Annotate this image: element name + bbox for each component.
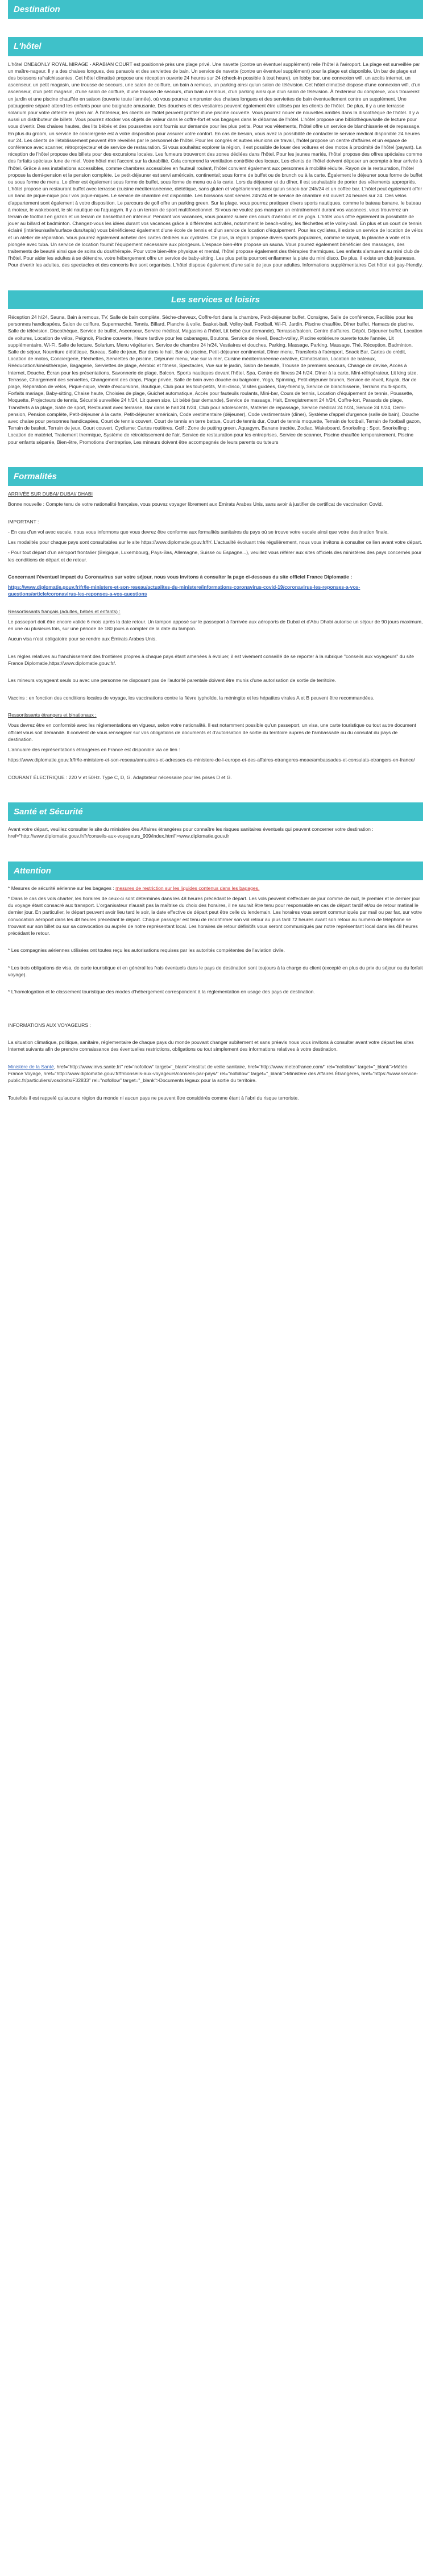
residents-heading: Ressortissants français (adultes, bébés et enfants) : bbox=[8, 608, 121, 614]
hotel-section bbox=[8, 37, 423, 268]
visa-text: Aucun visa n'est obligatoire pour se rendre aux Émirats Arabes Unis. bbox=[8, 636, 157, 642]
charter-flights-notice: * Dans le cas des vols charter, les horaires de ceux-ci sont déterminés dans les 48 heures précédant le départ. Les vols peuvent s'effectuer de jour comme de nuit, le premier et le dernier jour du voyage étant consacré aux transport. L'organisateur n'aurait pas la maîtrise du choix des horaires, il ne saurait être tenu pour responsable en cas de départ tardif et/ou de retour matinal le dernier jour. En particulier, le départ peuvent avoir lieu tard le soir, la date effective de départ peut être celle du lendemain. Les horaires vous seront communiqués par mail ou par fax, sur votre convocation aéroport dans les 48 heures précédant le départ. Chaque passager est tenu de reconfirmer son vol retour au plus tard 72 heures avant son retour au numéro de téléphone se trouvant sur son billet ou sur sa convocation ou auprès de notre représentant local. Les horaires de retour définitifs vous seront communiqués par notre représentant local dans les 48 heures précédant le retour. bbox=[8, 896, 422, 937]
baggage-security-label: * Mesures de sécurité aérienne sur les bagages : bbox=[8, 885, 114, 891]
vaccines-text: Vaccins : en fonction des conditions locales de voyage, les vaccinations contre la fièvre typhoïde, la méningite et les hépatites virales A et B peuvent être recommandées. bbox=[8, 694, 375, 701]
homologation-notice: * L'homologation et le classement touristique des modes d'hébergement correspondent à la réglementation en usage des pays de destination. bbox=[8, 989, 315, 995]
services-list: Réception 24 h/24, Sauna, Bain à remous, TV, Salle de bain complète, Sèche-cheveux, Coffre-fort dans la chambre, Petit-déjeuner buffet, Consigne, Salle de conférence, Facilités pour les personnes handicapées, Salon de coiffure, Supermarché, Tennis, Billard, Planche à voile, Basket-ball, Volley-ball, Football, Wi-Fi, Jardin, Piscine chauffée, Dîner buffet, Hamacs de piscine, Salle de télévision, Discothèque, Service de buffet, Ascenseur, Service médical, Magasins à l'hôtel, Lit bébé (sur demande), Terrasse/balcon, Centre d'affaires, Dépôt, Déjeuner buffet, Location de voitures, Location de vélos, Peignoir, Piscine couverte, Heure tardive pour les cabanages, Boutons, Service de réveil, Beach-volley, Piscine extérieure ouverte toute l'année, Lit supplémentaire, Wi-Fi, Salle de lecture, Solarium, Menu végétarien, Service de chambre 24 h/24, Vestiaires et douches, Parking, Massage, Parking, Massage, Thé, Réception, Badminton, Salle de séjour, Nourriture diététique, Bureau, Salle de jeux, Bar dans le hall, Bar de piscine, Petit-déjeuner continental, Dîner menu, Transferts à l'aéroport, Snack Bar, Cartes de crédit, Location de motos, Conciergerie, Fléchettes, Serviettes de piscine, Déjeuner menu, Vue sur la mer, Cuisine méditerranéenne créative, Climatisation, Location de bateaux, Rééducation/kinésithérapie, Bagagerie, Serviettes de plage, Aérobic et fitness, Spectacles, Vue sur le jardin, Salon de beauté, Trousse de premiers secours, Change de devise, Accès à Internet, Douche, Écran pour les présentations, Savonnerie de plage, Balcon, Sports nautiques devant l'hôtel, Spa, Centre de fitness 24 h/24, Dîner à la carte, Mini-réfrigérateur, Lit king size, Terrasse, Chargement des serviettes, Changement des draps, Plage privée, Salle de bain avec douche ou baignoire, Yoga, Spinning, Petit-déjeuner brunch, Service de réveil, Kayak, Bar de plage, Réparation de vélos, Piqué-nique, Vente d'excursions, Boutique, Club pour les tout-petits, Mini-disco, Visites guidées, Gay-friendly, Service de blanchisserie, Terrains multi-sports, Forfaits mariage, Baby-sitting, Chaise haute, Choisies de plage, Guichet automatique, Accès pour fauteuils roulants, Mini-bar, Cours de tennis, Location d'équipement de tennis, Poussette, Moquette, Projecteurs de tennis, Sécurité surveillée 24 h/24, Lit queen size, Lit bébé (sur demande), Service de massage, Halt, Enregistrement 24 h/24, Coffre-fort, Parasols de plage, Transferts à la plage, Salle de sport, Restaurant avec terrasse, Bar dans le hall 24 h/24, Club pour adolescents, Matériel de repassage, Service médical 24 h/24, Service 24 h/24, Demi-pension, Pension complète, Petit-déjeuner à la carte, Petit-déjeuner américain, Code vestimentaire (déjeuner), Code vestimentaire (dîner), Système d'appel d'urgence (salle de bain), Douche avec chaise pour personnes handicapées, Court de tennis couvert, Court de tennis en terre battue, Court de tennis dur, Court de tennis moquette, Terrain de football, Terrain de football gazon, Terrain de basket, Terrain de jeux, Court couvert, Cyclisme: Cartes routières, Golf : Zone de putting green, Aquagym, Banane tractée, Zodiac, Wakeboard, Snorkeling : Spot, Snorkelling : Location de matériel, Traitement thermique, Système de rétroidissement de l'air, Service de restauration pour les entreprises, Service de scanner, Piscine chauffée temporairement, Piscine pour enfants séparée, Bien-être, Promotions d'entreprise, Les mineurs doivent être accompagnés de leurs parents ou tuteurs bbox=[8, 314, 422, 445]
residents-text: Le passeport doit être encore valide 6 mois après la date retour. Un tampon apposé sur le passeport à l'arrivée aux aéroports de Dubaï et d'Abu Dhabi autorise un séjour de 90 jours maximum, en une ou plusieurs fois, sur une période de 180 jours à compter de la date du tampon. bbox=[8, 618, 423, 632]
terrorism-notice: Toutefois il est rappelé qu'aucune région du monde ni aucun pays ne peuvent être considérés comme étant à l'abri du risque terroriste. bbox=[8, 1095, 299, 1101]
baggage-security-notice bbox=[8, 885, 423, 892]
section-banner-attention: Attention bbox=[8, 862, 423, 880]
section-banner-hotel: L'hôtel bbox=[8, 37, 423, 56]
foreign-heading: Ressortissants étrangers et binationaux : bbox=[8, 712, 97, 718]
foreign-text: Vous devrez être en conformité avec les réglementations en vigueur, selon votre nationalité. Il est notamment possible qu'un passeport, un visa, une carte touristique ou tout autre document officiel vous soit demandé. Il convient de vous renseigner sur vos obligations de documents et d'autorisation de sortie du territoire auprès de l'ambassade ou du consulat du pays de destination. bbox=[8, 722, 416, 742]
rules-text: Les règles relatives au franchissement des frontières propres à chaque pays étant amenées à évoluer, il est vivement conseillé de se reporter à la rubrique "conseils aux voyageurs" du site France Diplomatie,https://www.diplomatie.gouv.fr/. bbox=[8, 653, 415, 666]
ministry-health-link[interactable]: Ministère de la Santé bbox=[8, 1063, 54, 1069]
frontier-airport-text: - Pour tout départ d'un aéroport frontalier (Belgique, Luxembourg, Pays-Bas, Allemagne, Suisse ou Espagne...), veuillez vous référer aux sites officiels des ministères des pays concernés pour les conditions de départ et de retour. bbox=[8, 550, 422, 563]
arrival-text: Bonne nouvelle : Compte tenu de votre nationalité française, vous pouvez voyager librement aux Emirats Arabes Unis, sans avoir à justifier de certificat de vaccination Covid. bbox=[8, 501, 383, 507]
travelers-info-heading: INFORMATIONS AUX VOYAGEURS : bbox=[8, 1022, 91, 1028]
section-banner-services: Les services et loisirs bbox=[8, 290, 423, 309]
minors-text: Les mineurs voyageant seuls ou avec une personne ne disposant pas de l'autorité parentale doivent être munis d'une autorisation de sortie de territoire. bbox=[8, 677, 337, 684]
electric-current-text: COURANT ÉLECTRIQUE : 220 V et 50Hz. Type C, D, G. Adaptateur nécessaire pour les prises D et G. bbox=[8, 774, 232, 780]
modalities-text: Les modalités pour chaque pays sont consultables sur le site https://www.diplomatie.gouv.fr/fr/. L'actualité évoluant très régulièrement, nous vous invitons à consulter ce lien avant votre départ. bbox=[8, 539, 422, 546]
coronavirus-link[interactable]: https://www.diplomatie.gouv.fr/fr/le-ministere-et-son-reseau/actualites-du-ministere/informations-coronavirus-covid-19/coronavirus-les-reponses-a-vos-questions/article/coronavirus-les-reponses-a-vos-questions bbox=[8, 584, 360, 597]
services-section bbox=[8, 290, 423, 446]
embassy-text: L'annuaire des représentations étrangères en France est disponible via ce lien : bbox=[8, 747, 180, 753]
section-banner-formalites: Formalités bbox=[8, 467, 423, 486]
ministry-links bbox=[8, 1063, 423, 1084]
sante-section bbox=[8, 802, 423, 840]
airlines-notice: * Les compagnies aériennes utilisées ont toutes reçu les autorisations requises par les autorités compétentes de l'aviation civile. bbox=[8, 947, 285, 954]
liquids-restriction-link[interactable]: mesures de restriction sur les liquides contenus dans les bagages. bbox=[115, 885, 260, 891]
formalites-section bbox=[8, 467, 423, 781]
page bbox=[0, 0, 431, 1122]
ministry-links-text: , href="http://www.invs.sante.fr/" rel="nofollow" target="_blank">Institut de veille sanitaire, href="http://www.meteofrance.com/" rel="nofollow" target="_blank">Météo France Voyage, href="http://www.diplomatie.gouv.fr/fr/conseils-aux-voyageurs/conseils-par-pays/" rel="nofollow" target="_blank">Ministère des Affaires Étrangères, href="https://www.service-public.fr/particuliers/vosdroits/F32833" rel="nofollow" target="_blank">Documents légaux pour la sortie du territoire. bbox=[8, 1063, 418, 1084]
travelers-info-text: La situation climatique, politique, sanitaire, réglementaire de chaque pays du monde pouvant changer subitement et sans préavis nous vous invitons à consulter avant votre départ les sites Internet suivants afin de prendre connaissance des éventuelles restrictions, obligations ou tout simplement des informations relatives à votre destination. bbox=[8, 1039, 414, 1052]
hotel-description: L'hôtel ONE&ONLY ROYAL MIRAGE - ARABIAN COURT est positionné près une plage privé. Une navette (contre un éventuel supplément) relie l'hôtel à l'aéroport. La plage est surveillée par un maître-nageur. Il y a des chaises longues, des parasols et des serviettes de bain. Un service de navette (contre un éventuel supplément) pour la plage est disponible. Un bar de plage est des boissons rafraîchissantes. Cet hôtel climatisé propose une réception ouverte 24 heures sur 24 (check-in possible à tout heure), un lobby bar, une connexion wifi, un accès internet, un ascenseur, un petit magasin, une trousse de secours, une salon de coiffure, un bain à remous, un parking ainsi qu'un salon de télévision. Cet hôtel climatisé dispose d'une connexion wifi, d'un ascenseur, d'un petit magasin, d'une salon de coiffure, d'une trousse de secours, d'un bain à remous, d'un parking ainsi que d'un salon de télévision. À l'extérieur du complexe, vous trouverez un jardin et une piscine chauffée en saison (ouverte toute l'année), où vous pourrez emprunter des chaises longues et des serviettes de bain éventuellement contre un supplément. Une pataugeoire séparé attend les enfants pour une baignade amusante. Des douches et des vestiaires peuvent également être utilisés par les clients de l'hôtel. De plus, il y a une terrasse solarium pour votre détente en plein air. À l'intérieur, les clients de l'hôtel peuvent profiter d'une piscine couverte. Vous pourrez nouer de nouvelles amitiés dans la discothèque de l'hôtel. Il y a aussi un distributeur de billets. Vous pourrez stocker vos objets de valeur dans le coffre-fort et vos bagages dans le débarras de l'hôtel. L'hôtel propose une bibliothèque/salle de lecture pour vous divertir. Des chaises hautes, des lits bébés et des poussettes sont fournis sur demande pour les plus petits. Pour vos vêtements, l'hôtel offre un service de blanchisserie et de repassage. En plus du groom, un service de conciergerie est à votre disposition pour assurer votre confort. En cas de besoin, vous avez la possibilité de contacter le service médical disponible 24 heures sur 24. Les clients de l'établissement peuvent être réveillés par le personnel de l'hôtel. Pour les congrès et autres réunions de travail, l'hôtel propose un centre d'affaires et un espace de conférence avec scanner, rétroprojecteur et de service de restauration. Si vous souhaitez explorer la région, il est possible de louer des voitures et des motos à proximité de l'hôtel (payant). La réception de l'hôtel propose des billets pour des excursions locales. Les fumeurs trouveront des zones dédiées dans l'hôtel. Pour les jeunes mariés, l'hôtel propose des offres spéciales comme des forfaits spéciaux lune de miel. Votre hôtel met l'accent sur la durabilité. Cela comprend la ventilation contrôlée des locaux. Les clients de l'hôtel doivent déposer un acompte à leur arrivée à l'hôtel. Grâce à ses installations accessibles, comme chambres accessibles en fauteuil roulant, l'hôtel convient également aux personnes à mobilité réduite. Rayon de la restauration, l'hôtel propose la demi-pension et la pension complète. Le petit-déjeuner est servi américain, continental; sous forme de buffet ou de brunch ou à la carte. Également le déjeuner sous forme de buffet ou sous forme de menu. Le dîner est également sous forme de buffet, sous forme de menu ou à la carte. Lors du déjeuner et du dîner, il est souhaitable de porter des vêtements appropriés. L'hôtel propose un restaurant buffet avec terrasse (cuisine méditerranéenne, diététique, sans gluten et végétarienne) ainsi qu'un snack-bar 24h/24 et un coffee bar. L'hôtel peut également offrir un banc de pique-nique pour vos pique-niques. Le service de chambre est disponible. Les boissons sont servies 24h/24 et le service de chambre est ouvert 24 heures sur 24. Des vélos d'appartement sont également à votre disposition. Le parcours de golf offre un parking green. Sur la plage, vous pourrez pratiquer divers sports nautiques, comme le bateau banane, le bateau à moteur, le wakeboard, le ski nautique ou l'aquagym. Il y a un terrain de sport multifonctionnel. Si vous ne voulez pas manquer un entraînement durant vos vacances, vous trouverez un terrain de football en gazon et un terrain de basketball en intérieur. Pendant vos vacances, vous pourrez suivre des cours d'aérobic et de yoga. L'hôtel vous offre également la possibilité de jouer au billard et badminton. Changez-vous les idées durant vos vacances grâce à différentes activités, notamment le beach-volley, les fléchettes et le volley-ball. En plus et un court de tennis éclairé (intérieur/salle/surface durs/tapis) vous bénéficierez également d'une école de tennis et d'un service de location d'équipement. Pour les cyclistes, il existe un service de location de vélos et un atelier de réparation. Vous pourrez également acheter des cartes dédiées aux cyclistes. De plus, la région propose divers sports populaires, comme le kayak, la planche à voile et la plongée avec tuba. Un service de location fournit l'équipement nécessaire aux plongeurs. L'espace bien-être propose un sauna. Vous pourrez également bénéficier des massages, des traitements de beauté ainsi que de soins du dos/thérapie. Pour votre bien-être physique et mental, l'hôtel propose également des thérapies thermiques. Les enfants s'amusent au mini club de l'hôtel. Pour aider les adultes à se détendre, votre hébergement offre un service de baby-sitting. Les plus petits pourront enflammer la piste du mini disco. De plus, il existe un club jeunesse. Pour divertir les adultes, des spectacles et des concerts live sont organisés. L'hôtel dispose également d'une salle de jeux pour adultes. Informations supplémentaires Cet hôtel est gay-friendly. bbox=[8, 61, 423, 268]
attention-section bbox=[8, 862, 423, 1101]
important-text: - En cas d'un vol avec escale, nous vous informons que vous devrez être conforme aux formalités sanitaires du pays où se trouve votre escale ainsi que votre destination finale. bbox=[8, 528, 389, 535]
section-banner-sante: Santé et Sécurité bbox=[8, 802, 423, 821]
visa-fees-notice: * Les trois obligations de visa, de carte touristique et en général les frais éventuels dans le pays de destination sont toujours à la charge du client (excepté en plus du prix du séjour ou du forfait voyage). bbox=[8, 964, 423, 978]
sante-text: Avant votre départ, veuillez consulter le site du ministère des Affaires étrangères pour connaître les risques sanitaires éventuels qui peuvent concerner votre destination : href="http://www.diplomatie.gouv.fr/fr/conseils-aux-voyageurs_909/index.html">www.diplomatie.gouv.fr bbox=[8, 826, 374, 839]
important-label: IMPORTANT : bbox=[8, 518, 39, 525]
embassy-link[interactable]: https://www.diplomatie.gouv.fr/fr/le-ministere-et-son-reseau/annuaires-et-adresses-du-ministere-de-l-europe-et-des-affaires-etrangeres-meae/ambassades-et-consulats-etrangers-en-france/ bbox=[8, 757, 415, 763]
section-banner-destination: Destination bbox=[8, 0, 423, 19]
arrival-heading: ARRIVÉE SUR DUBAI/ DUBAI/ DHABI bbox=[8, 491, 93, 497]
coronavirus-notice: Concernant l'éventuel impact du Coronavirus sur votre séjour, nous vous invitons à consulter la page ci-dessous du site officiel France Diplomatie : bbox=[8, 573, 353, 580]
